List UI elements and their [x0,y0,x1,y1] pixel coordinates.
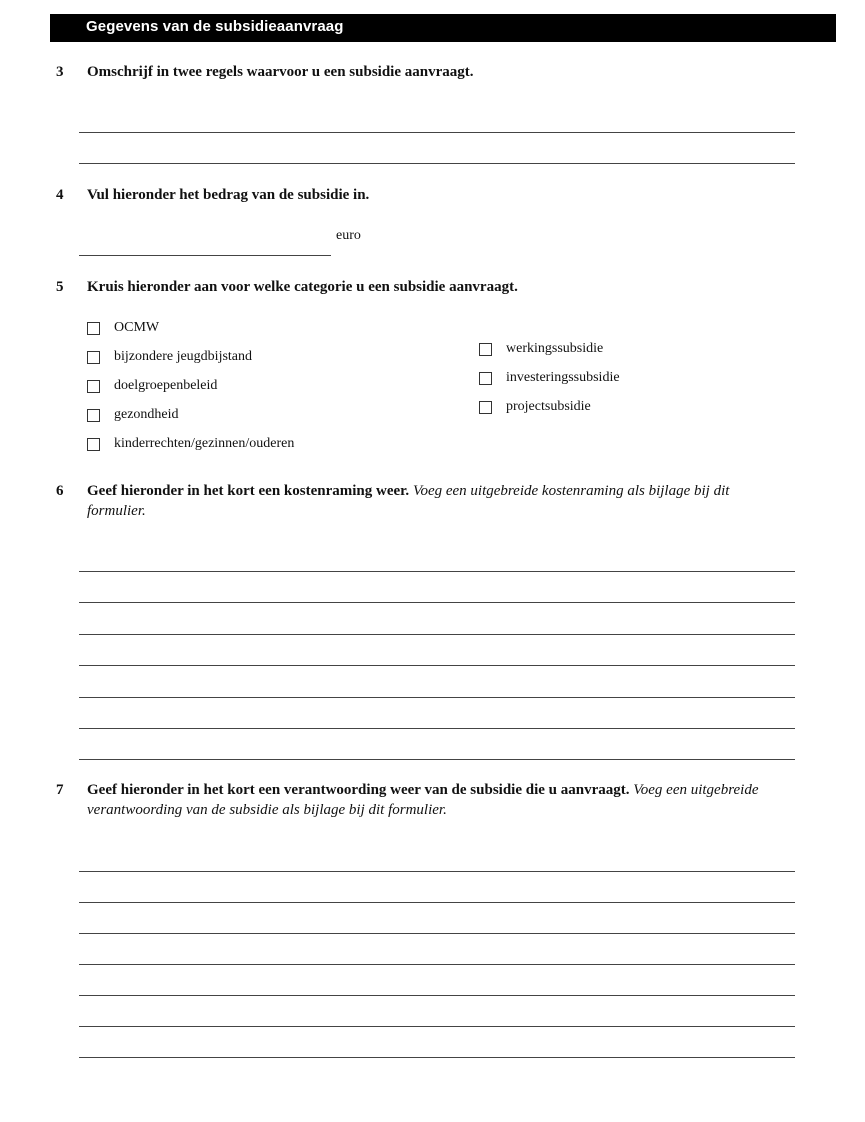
question-6-main: Geef hieronder in het kort een kostenraming weer. [87,483,410,499]
question-5-text: Kruis hieronder aan voor welke categorie u een subsidie aanvraagt. [87,279,518,295]
question-7-text [87,780,787,820]
section-header [50,14,836,42]
question-6-answer-line-5[interactable] [79,697,795,698]
question-3-text: Omschrijf in twee regels waarvoor u een subsidie aanvraagt. [87,64,474,80]
question-6-answer-line-3[interactable] [79,634,795,635]
question-6-number: 6 [56,483,64,499]
checkbox-label: werkingssubsidie [506,341,604,356]
checkbox-icon[interactable] [87,351,100,364]
question-7-main: Geef hieronder in het kort een verantwoording weer van de subsidie die u aanvraagt. [87,782,630,798]
checkbox-icon[interactable] [479,401,492,414]
question-7-answer-line-6[interactable] [79,1026,795,1027]
question-4-number: 4 [56,187,64,203]
amount-unit: euro [336,228,361,243]
question-6-answer-line-7[interactable] [79,759,795,760]
checkbox-gezondheid[interactable] [87,407,179,423]
checkbox-label: kinderrechten/gezinnen/ouderen [114,436,295,451]
checkbox-projectsubsidie[interactable] [479,399,591,415]
question-7-number: 7 [56,782,64,798]
checkbox-label: OCMW [114,320,160,335]
section-title: Gegevens van de subsidieaanvraag [86,18,344,35]
question-3-answer-line-1[interactable] [79,132,795,133]
question-5-number: 5 [56,279,64,295]
checkbox-icon[interactable] [87,322,100,335]
checkbox-label: doelgroepenbeleid [114,378,218,393]
question-7-answer-line-4[interactable] [79,964,795,965]
question-6-answer-line-4[interactable] [79,665,795,666]
checkbox-label: gezondheid [114,407,179,422]
checkbox-doelgroepenbeleid[interactable] [87,378,217,394]
question-6-answer-line-1[interactable] [79,571,795,572]
checkbox-label: bijzondere jeugdbijstand [114,349,253,364]
checkbox-icon[interactable] [479,372,492,385]
question-7-answer-line-1[interactable] [79,871,795,872]
question-6-answer-line-2[interactable] [79,602,795,603]
question-6-text [87,481,787,521]
checkbox-icon[interactable] [87,438,100,451]
checkbox-bijzondere-jeugdbijstand[interactable] [87,349,252,365]
checkbox-label: projectsubsidie [506,399,591,414]
checkbox-label: investeringssubsidie [506,370,620,385]
question-7-answer-line-2[interactable] [79,902,795,903]
checkbox-investeringssubsidie[interactable] [479,370,620,386]
question-7-answer-line-3[interactable] [79,933,795,934]
checkbox-ocmw[interactable] [87,320,159,336]
checkbox-icon[interactable] [87,409,100,422]
amount-input-line[interactable] [79,255,331,256]
checkbox-kinderrechten[interactable] [87,436,294,452]
question-7-answer-line-7[interactable] [79,1057,795,1058]
question-7-answer-line-5[interactable] [79,995,795,996]
question-6-note: Voeg een uitgebreide kostenraming als bijlage bij dit formulier. [87,483,730,519]
checkbox-icon[interactable] [479,343,492,356]
question-3-answer-line-2[interactable] [79,163,795,164]
checkbox-werkingssubsidie[interactable] [479,341,603,357]
checkbox-icon[interactable] [87,380,100,393]
question-4-text: Vul hieronder het bedrag van de subsidie in. [87,187,370,203]
question-7-note: Voeg een uitgebreide verantwoording van de subsidie als bijlage bij dit formulier. [87,782,759,818]
question-6-answer-line-6[interactable] [79,728,795,729]
question-3-number: 3 [56,64,64,80]
